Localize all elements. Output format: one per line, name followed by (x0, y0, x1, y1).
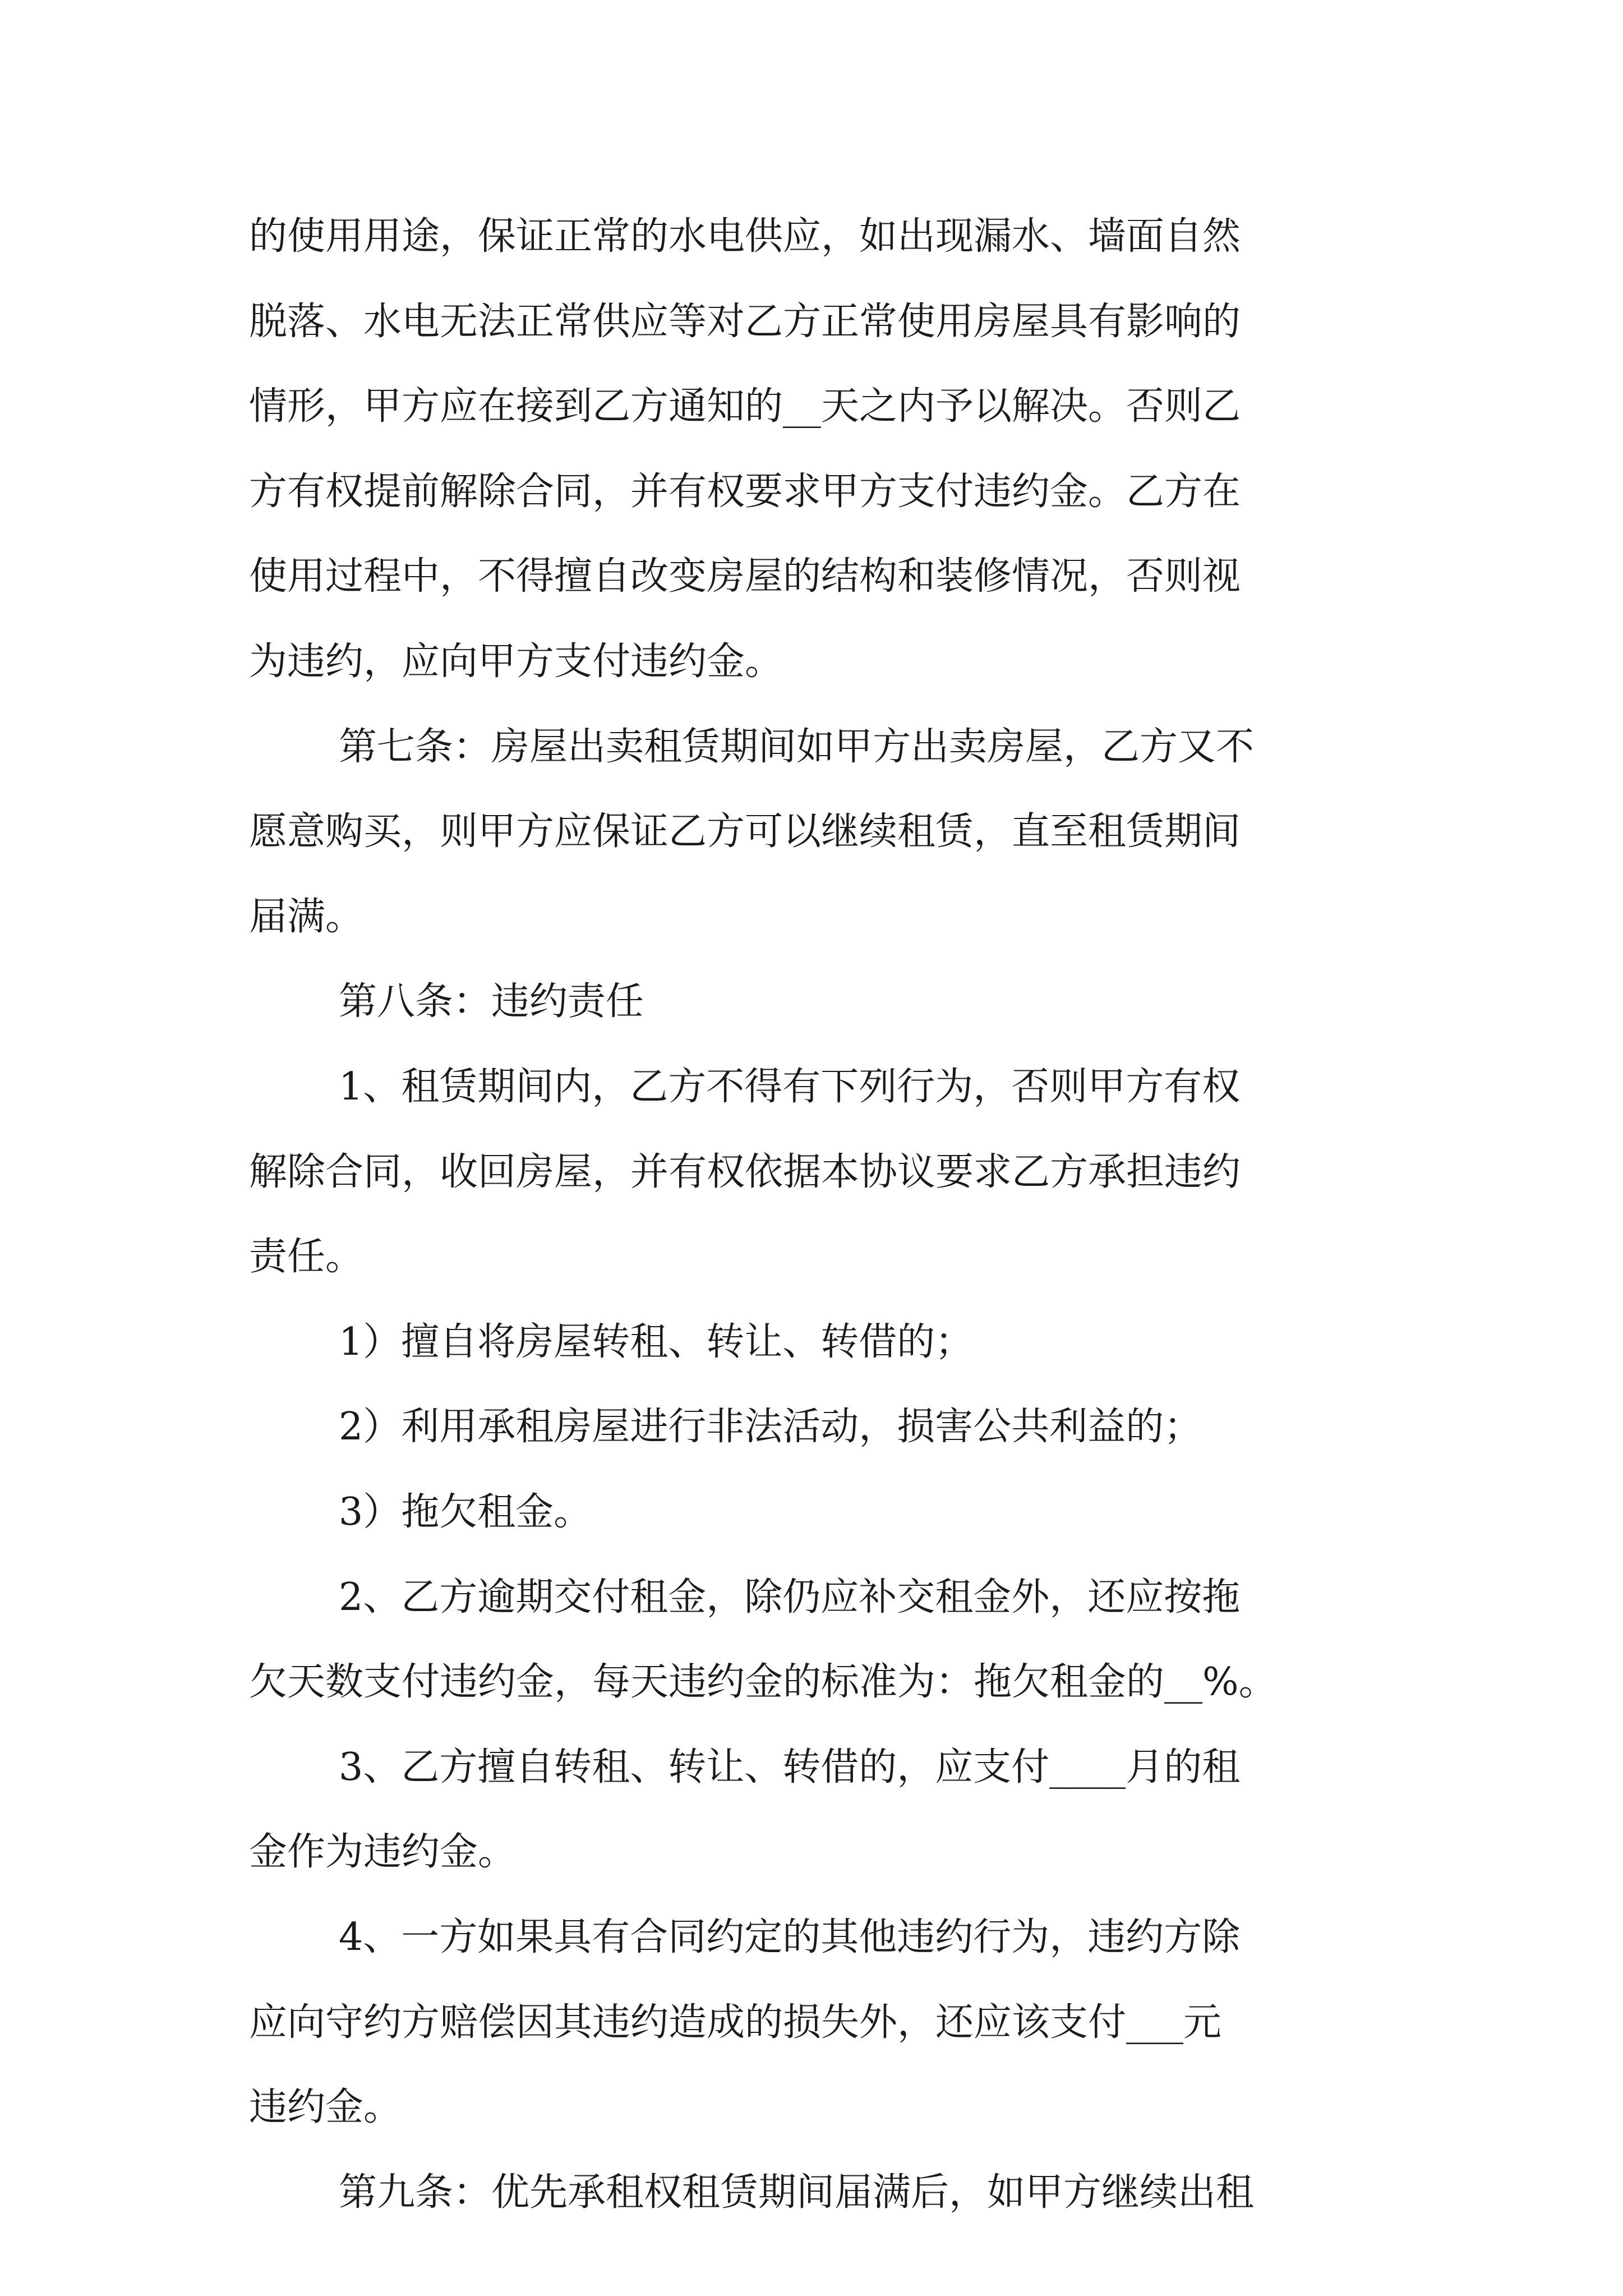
text-line: 违约金。 (249, 2085, 402, 2129)
article-heading-8: 第八条：违约责任 (339, 979, 644, 1024)
text-line: 脱落、水电无法正常供应等对乙方正常使用房屋具有影响的 (249, 300, 1241, 344)
text-line: 解除合同，收回房屋，并有权依据本协议要求乙方承担违约 (249, 1150, 1241, 1194)
article-heading-7: 第七条：房屋出卖租赁期间如甲方出卖房屋，乙方又不 (339, 725, 1255, 769)
text-line: 方有权提前解除合同，并有权要求甲方支付违约金。乙方在 (249, 470, 1241, 514)
text-line: 应向守约方赔偿因其违约造成的损失外，还应该支付___元 (249, 2000, 1222, 2045)
text-line: 的使用用途，保证正常的水电供应，如出现漏水、墙面自然 (249, 214, 1241, 259)
sub-item-3: 3）拖欠租金。 (339, 1490, 592, 1534)
article-heading-9: 第九条：优先承租权租赁期间届满后，如甲方继续出租 (339, 2170, 1255, 2215)
text-line: 为违约，应向甲方支付违约金。 (249, 639, 783, 684)
text-line: 届满。 (249, 895, 364, 939)
clause-3: 3、乙方擅自转租、转让、转借的，应支付____月的租 (339, 1745, 1241, 1789)
sub-item-1: 1）擅自将房屋转租、转让、转借的； (339, 1320, 974, 1364)
clause-2: 2、乙方逾期交付租金，除仍应补交租金外，还应按拖 (339, 1575, 1241, 1619)
clause-1: 1、租赁期间内，乙方不得有下列行为，否则甲方有权 (339, 1065, 1241, 1109)
text-line: 情形，甲方应在接到乙方通知的__天之内予以解决。否则乙 (249, 384, 1241, 429)
sub-item-2: 2）利用承租房屋进行非法活动，损害公共利益的； (339, 1405, 1202, 1449)
clause-4: 4、一方如果具有合同约定的其他违约行为，违约方除 (339, 1915, 1241, 1959)
text-line: 责任。 (249, 1235, 364, 1279)
text-line: 使用过程中，不得擅自改变房屋的结构和装修情况，否则视 (249, 554, 1241, 599)
text-line: 金作为违约金。 (249, 1830, 517, 1874)
text-line: 欠天数支付违约金，每天违约金的标准为：拖欠租金的__%。 (249, 1660, 1277, 1704)
text-line: 愿意购买，则甲方应保证乙方可以继续租赁，直至租赁期间 (249, 809, 1241, 854)
